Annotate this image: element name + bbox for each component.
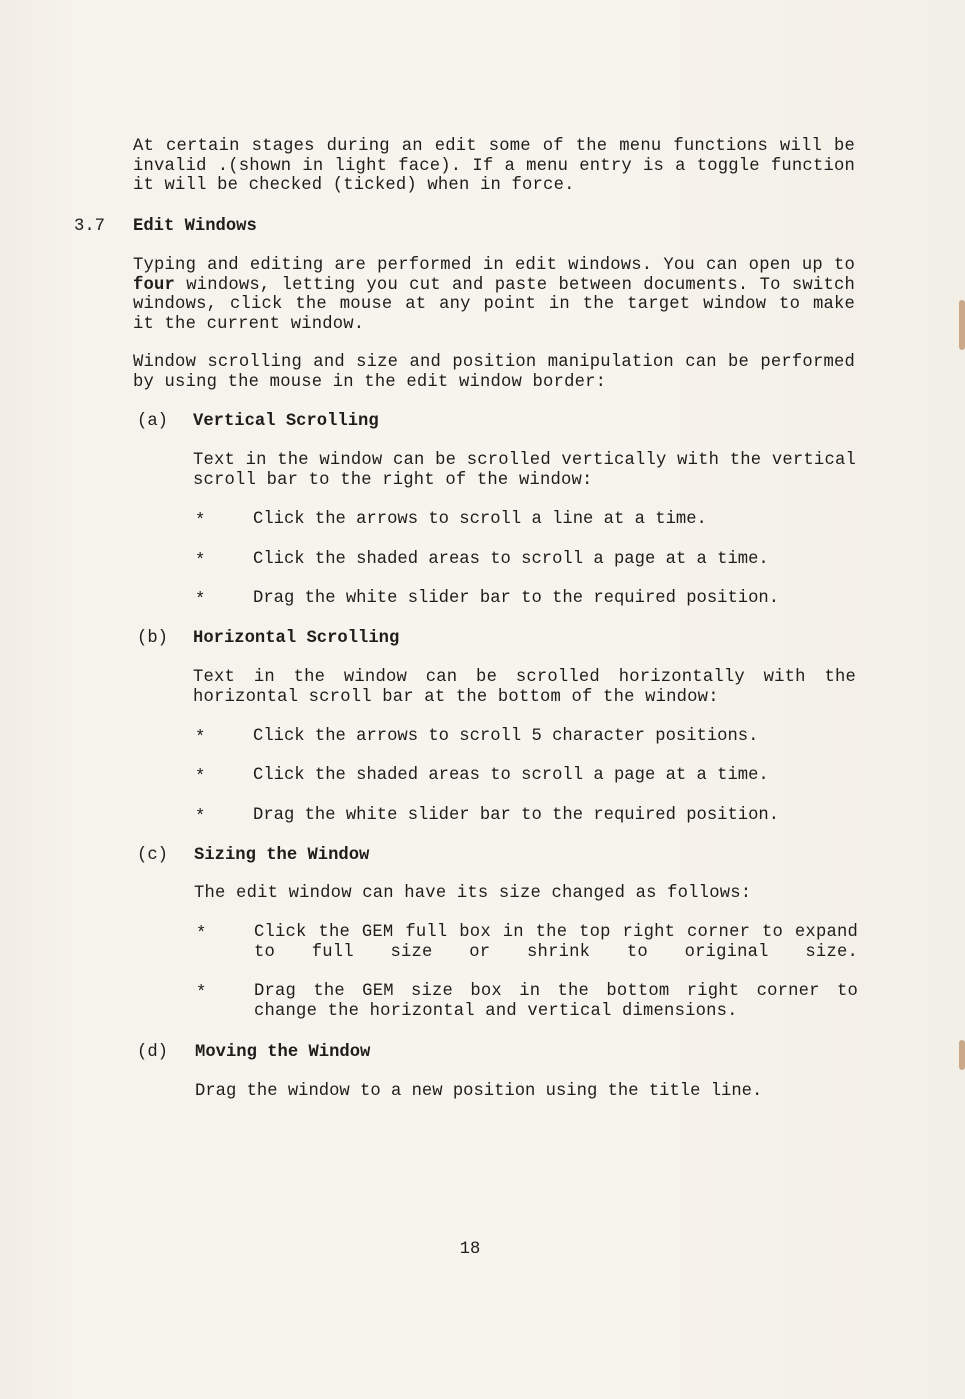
subsection-c-bullet-2: Drag the GEM size box in the bottom right corner to change the horizontal and vertical dimensions. xyxy=(254,982,858,1021)
bullet-marker: * xyxy=(195,552,206,571)
subsection-b-text: Text in the window can be scrolled horizontally with the horizontal scroll bar at the bottom of the window: xyxy=(193,668,856,707)
subsection-b-label: (b) xyxy=(137,629,168,648)
section-title: Edit Windows xyxy=(133,217,257,236)
subsection-a-bullet-2: Click the shaded areas to scroll a page at a time. xyxy=(253,550,769,569)
para1-text-start: Typing and editing are performed in edit windows. You can open up to xyxy=(133,256,855,275)
section-number: 3.7 xyxy=(74,217,105,236)
subsection-c-bullet-1: Click the GEM full box in the top right corner to expand to full size or shrink to original size. xyxy=(254,923,858,962)
page-number: 18 xyxy=(459,1240,481,1259)
subsection-b-bullet-3: Drag the white slider bar to the required position. xyxy=(253,806,780,825)
intro-paragraph: At certain stages during an edit some of the menu functions will be invalid .(shown in light face). If a menu entry is a toggle function it will be checked (ticked) when in force. xyxy=(133,137,855,196)
subsection-c-text: The edit window can have its size changed as follows: xyxy=(194,884,752,903)
bullet-marker: * xyxy=(195,768,206,787)
para1-text-end: windows, letting you cut and paste between documents. To switch windows, click the mouse at any point in the target window to make it the current window. xyxy=(133,275,855,334)
subsection-a-bullet-3: Drag the white slider bar to the required position. xyxy=(253,589,780,608)
subsection-a-text: Text in the window can be scrolled vertically with the vertical scroll bar to the right of the window: xyxy=(193,451,856,490)
subsection-d-label: (d) xyxy=(137,1043,168,1062)
bullet-marker: * xyxy=(195,591,206,610)
subsection-c-label: (c) xyxy=(137,846,168,865)
subsection-d-text: Drag the window to a new position using the title line. xyxy=(195,1082,763,1101)
subsection-a-bullet-1: Click the arrows to scroll a line at a time. xyxy=(253,510,707,529)
subsection-a-title: Vertical Scrolling xyxy=(193,412,379,431)
paper-edge-stain xyxy=(959,300,965,350)
subsection-c-title: Sizing the Window xyxy=(194,846,370,865)
bullet-marker: * xyxy=(195,808,206,827)
bullet-marker: * xyxy=(196,925,207,944)
subsection-b-bullet-2: Click the shaded areas to scroll a page at a time. xyxy=(253,766,769,785)
section-paragraph-2: Window scrolling and size and position manipulation can be performed by using the mouse in the edit window border: xyxy=(133,353,855,392)
paper-edge-stain xyxy=(959,1040,965,1070)
subsection-d-title: Moving the Window xyxy=(195,1043,371,1062)
subsection-a-label: (a) xyxy=(137,412,168,431)
para1-bold-four: four xyxy=(133,275,176,295)
section-paragraph-1 xyxy=(133,256,855,334)
subsection-b-title: Horizontal Scrolling xyxy=(193,629,400,648)
bullet-marker: * xyxy=(195,729,206,748)
bullet-marker: * xyxy=(196,984,207,1003)
bullet-marker: * xyxy=(195,512,206,531)
subsection-b-bullet-1: Click the arrows to scroll 5 character positions. xyxy=(253,727,759,746)
